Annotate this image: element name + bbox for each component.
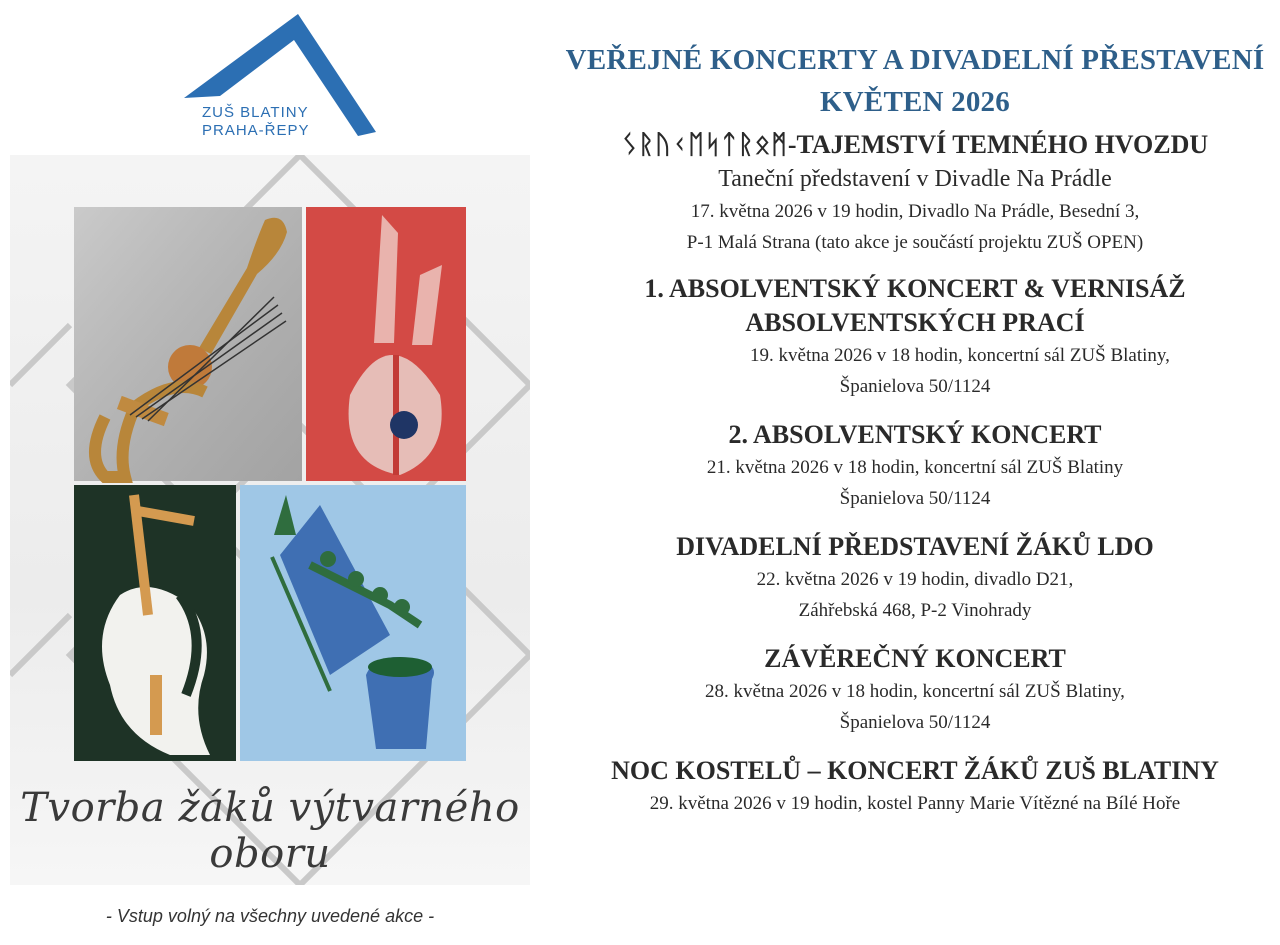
event-detail: 29. května 2026 v 19 hodin, kostel Panny Marie Vítězné na Bílé Hoře [649,793,1181,814]
logo-school-name: ZUŠ BLATINY [202,104,309,121]
artwork-collage [10,155,530,885]
event-dance-performance [550,128,1280,258]
event-title-text: -TAJEMSTVÍ TEMNÉHO HVOZDU [787,130,1209,159]
page-title: VEŘEJNÉ KONCERTY A DIVADELNÍ PŘESTAVENÍ [565,44,1265,76]
instrument-painting-blue [240,485,466,761]
poster-caption: Tvorba žáků výtvarného oboru [20,785,520,877]
event-title: DIVADELNÍ PŘEDSTAVENÍ ŽÁKŮ LDO [676,532,1154,561]
guitar-painting-green [74,485,236,761]
school-logo [180,12,380,140]
event-title: ZÁVĚREČNÝ KONCERT [764,644,1066,673]
event-title: NOC KOSTELŮ – KONCERT ŽÁKŮ ZUŠ BLATINY [611,756,1219,785]
event-detail: 28. května 2026 v 18 hodin, koncertní sál ZUŠ Blatiny, [705,681,1125,702]
event-final-concert [550,642,1280,738]
event-detail: Záhřebská 468, P-2 Vinohrady [798,600,1032,621]
event-detail: 22. května 2026 v 19 hodin, divadlo D21, [756,569,1074,590]
instrument-painting-red [306,207,466,481]
event-subtitle: Taneční představení v Divadle Na Prádle [718,166,1112,192]
event-detail: 17. května 2026 v 19 hodin, Divadlo Na Prádle, Besední 3, [690,201,1140,222]
event-night-of-churches [550,754,1280,819]
event-detail: Španielova 50/1124 [839,376,991,397]
event-title-line2: ABSOLVENTSKÝCH PRACÍ [745,308,1085,337]
month-title: KVĚTEN 2026 [820,86,1010,118]
logo-location: PRAHA-ŘEPY [202,122,310,139]
artwork-poster [10,155,530,885]
guitar-painting-grey [74,207,302,481]
event-detail: Španielova 50/1124 [839,712,991,733]
free-entry-note: - Vstup volný na všechny uvedené akce - [105,906,435,926]
event-detail: 21. května 2026 v 18 hodin, koncertní sál ZUŠ Blatiny [706,457,1124,478]
event-title: 1. ABSOLVENTSKÝ KONCERT & VERNISÁŽ [644,274,1186,303]
event-drama-performance [550,530,1280,626]
event-detail: P-1 Malá Strana (tato akce je součástí projektu ZUŠ OPEN) [686,232,1144,253]
event-detail: 19. května 2026 v 18 hodin, koncertní sál ZUŠ Blatiny, [750,345,1170,366]
event-program [550,40,1280,819]
event-title [550,128,1280,162]
event-graduation-concert-2 [550,418,1280,514]
event-detail: Španielova 50/1124 [839,488,991,509]
event-title-runes: ᛊᚱᚢᚲᛖᛋᛏᚱᛟᛗ [621,130,788,159]
event-title: 2. ABSOLVENTSKÝ KONCERT [728,420,1102,449]
event-graduation-concert-1 [550,272,1280,402]
